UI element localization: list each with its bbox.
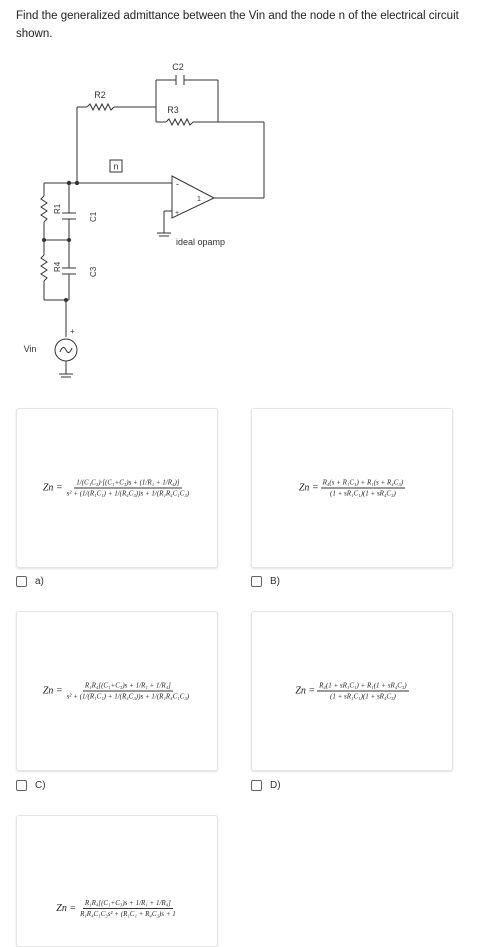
option-c-formula: Zn = $\frac{\text{R₁R₄[(C₁+C₃)s + 1/R₁ + 1/R₄]}}{\text{s² + (1/(R₁C₁) + 1/(R₄C₃))s + 1/(R₁R₄C₁C₃)}}$: [42, 681, 190, 701]
label-c2: C2: [172, 62, 184, 72]
option-c-label: C): [35, 780, 46, 791]
option-d-card[interactable]: [251, 611, 453, 771]
label-vin: Vin: [23, 344, 37, 354]
label-op-one: 1: [197, 196, 201, 203]
formula-lhs: Zn =: [56, 903, 77, 914]
option-a-formula: Zn = $\frac{\text{1/(C₁C₃)·[(C₁+C₃)s + (1/R₁ + 1/R₄)]}}{\text{s² + (1/(R₁C₁) + 1/(R₄C₃))s + 1/(R₁R₄C₁C₃)}}$: [42, 478, 190, 498]
label-n: n: [113, 161, 119, 172]
label-c3: C3: [89, 266, 98, 277]
option-c-choice[interactable]: [16, 780, 46, 791]
option-b-label: B): [270, 576, 280, 587]
label-opamp: ideal opamp: [176, 237, 226, 247]
option-e-card[interactable]: [16, 815, 218, 947]
option-e-formula: Zn = $\frac{\text{R₁R₄[(C₁+C₃)s + 1/R₁ + 1/R₄]}}{\text{R₁R₄C₁C₃s² + (R₁C₁ + R₄C₃)s + 1}}$: [56, 899, 176, 918]
formula-lhs: Zn =: [42, 685, 63, 697]
label-c1: C1: [89, 211, 98, 222]
label-r3: R3: [167, 105, 179, 115]
formula-lhs: Zn =: [295, 685, 316, 697]
label-r1: R1: [53, 203, 62, 214]
option-a-checkbox[interactable]: [16, 576, 27, 587]
label-op-plus: +: [175, 210, 180, 217]
option-b-choice[interactable]: [251, 576, 280, 587]
option-c-checkbox[interactable]: [16, 780, 27, 791]
option-d-label: D): [270, 780, 281, 791]
formula-lhs: Zn =: [42, 482, 63, 494]
option-b-formula: Zn = $\frac{\text{R₄(s + R₁C₁) + R₁(s + R₄C₃)}}{\text{(1 + sR₁C₁)(1 + sR₄C₃)}}$: [298, 478, 404, 498]
label-r4: R4: [53, 261, 62, 272]
label-r2: R2: [94, 90, 106, 100]
question-text: Find the generalized admittance between the Vin and the node n of the electrical circuit shown.: [16, 10, 459, 40]
option-a-label: a): [35, 576, 44, 587]
option-d-formula: Zn = $\frac{\text{R₄(1 + sR₁C₁) + R₁(1 + sR₄C₃)}}{\text{(1 + sR₁C₁)(1 + sR₄C₃)}}$: [295, 681, 407, 701]
option-c-card[interactable]: [16, 611, 218, 771]
option-a-card[interactable]: [16, 408, 218, 568]
option-d-choice[interactable]: [251, 780, 281, 791]
formula-lhs: Zn =: [298, 482, 319, 494]
circuit-diagram: [0, 58, 270, 388]
option-d-checkbox[interactable]: [251, 780, 262, 791]
label-source-plus: +: [70, 327, 75, 336]
label-op-minus: -: [176, 179, 179, 189]
option-b-checkbox[interactable]: [251, 576, 262, 587]
option-a-choice[interactable]: [16, 576, 44, 587]
option-b-card[interactable]: [251, 408, 453, 568]
